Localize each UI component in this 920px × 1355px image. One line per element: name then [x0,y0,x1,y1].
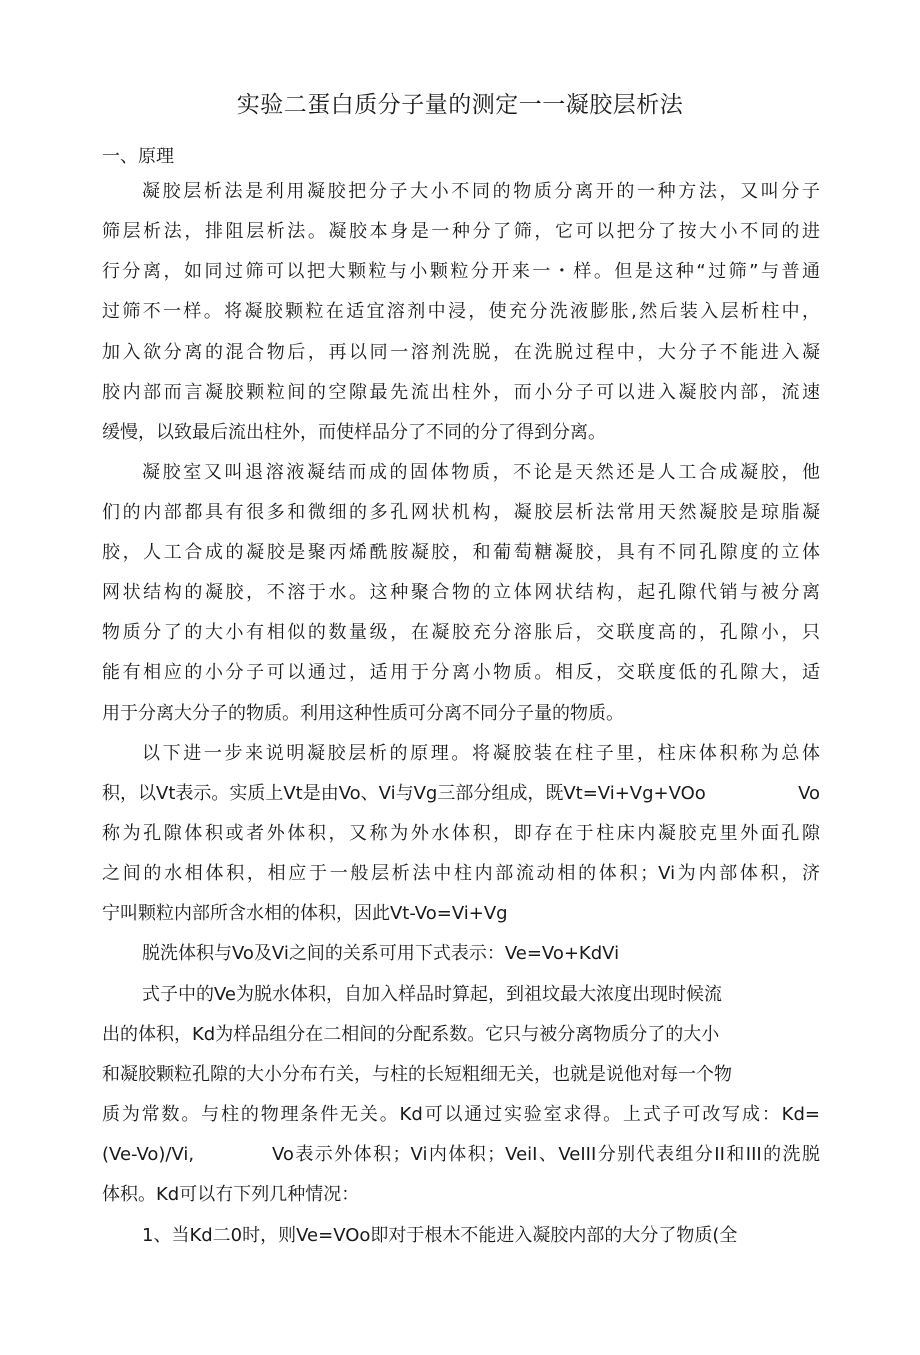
paragraph-line: 和凝胶颗粒孔隙的大小分布冇关，与柱的长短粗细无关，也就是说他对每一个物 [102,1064,732,1085]
paragraph-line: 过筛不一样。将凝胶颗粒在适宜溶剂中浸，使充分洗液膨胀,然后装入层析柱中， [102,301,820,322]
paragraph-line: 物质分了的大小有相似的数量级，在凝胶充分溶胀后，交联度高的，孔隙小，只 [102,622,820,643]
paragraph-line: 网状结构的凝胶，不溶于水。这种聚合物的立体网状结构，起孔隙代销与被分离 [102,582,820,603]
paragraph-line: 行分离，如同过筛可以把大颗粒与小颗粒分开来一・样。但是这种“过筛”与普通 [102,261,820,282]
paragraph-line: 式子中的Ve为脱水体积，自加入样品时算起，到祖坟最大浓度出现时候流 [142,984,722,1005]
paragraph-line: 凝胶室又叫退溶液凝结而成的固体物质，不论是天然还是人工合成凝胶，他 [142,462,820,483]
paragraph-line: 质为常数。与柱的物理条件无关。Kd可以通过实验室求得。上式子可改写成：Kd= [102,1104,820,1125]
paragraph-line: 们的内部都具有很多和微细的多孔网状机构，凝胶层析法常用天然凝胶是琼脂凝 [102,502,820,523]
paragraph-line: 出的体积，Kd为样品组分在二相间的分配系数。它只与被分离物质分了的大小 [102,1024,720,1045]
document-title: 实验二蛋白质分子量的测定一一凝胶层析法 [236,92,684,118]
paragraph-line: 用于分离大分子的物质。利用这种性质可分离不同分子量的物质。 [102,703,624,724]
paragraph-line: 胶内部而言凝胶颗粒间的空隙最先流出柱外，而小分子可以进入凝胶内部，流速 [102,382,820,403]
section-heading: 一、原理 [102,146,174,167]
paragraph-line-fragment: Vo表示外体积；Vi内体积；VeiI、VeIII分别代表组分II和III的洗脱 [272,1144,820,1165]
list-item: 1、当Kd二0时，则Ve=VOo即对于根木不能进入凝胶内部的大分了物质(全 [142,1225,738,1246]
paragraph-line: 积，以Vt表示。实质上Vt是由Vo、Vi与Vg三部分组成，既Vt=Vi+Vg+VOo [102,783,706,804]
paragraph-line: 凝胶层析法是利用凝胶把分子大小不同的物质分离开的一种方法，又叫分子 [142,181,820,202]
paragraph-line: (Ve-Vo)/Vi, [102,1144,195,1165]
paragraph-line: 以下进一步来说明凝胶层析的原理。将凝胶装在柱子里，柱床体积称为总体 [142,743,820,764]
paragraph-line: 脱洗体积与Vo及Vi之间的关系可用下式表示：Ve=Vo+KdVi [142,943,620,964]
paragraph-line: 加入欲分离的混合物后，再以同一溶剂洗脱，在洗脱过程中，大分子不能进入凝 [102,342,820,363]
paragraph-line: 胶，人工合成的凝胶是聚丙烯酰胺凝胶，和葡萄糖凝胶，具有不同孔隙度的立体 [102,542,820,563]
paragraph-line: 体积。Kd可以冇下列几种情况： [102,1184,360,1205]
paragraph-line: 宁叫颗粒内部所含水相的体积，因此Vt-Vo=Vi+Vg [102,903,508,924]
paragraph-line: 称为孔隙体积或者外体积，又称为外水体积，即存在于柱床内凝胶克里外面孔隙 [102,823,820,844]
paragraph-line: 筛层析法，排阻层析法。凝胶本身是一种分了筛，它可以把分了按大小不同的进 [102,221,820,242]
paragraph-line: 缓慢，以致最后流出柱外，而使样品分了不同的分了得到分离。 [102,422,606,443]
paragraph-line: 能有相应的小分子可以通过，适用于分离小物质。相反，交联度低的孔隙大，适 [102,662,820,683]
paragraph-line-fragment: Vo [798,783,820,804]
paragraph-line: 之间的水相体积，相应于一般层析法中柱内部流动相的体积；Vi为内部体积，济 [102,863,820,884]
